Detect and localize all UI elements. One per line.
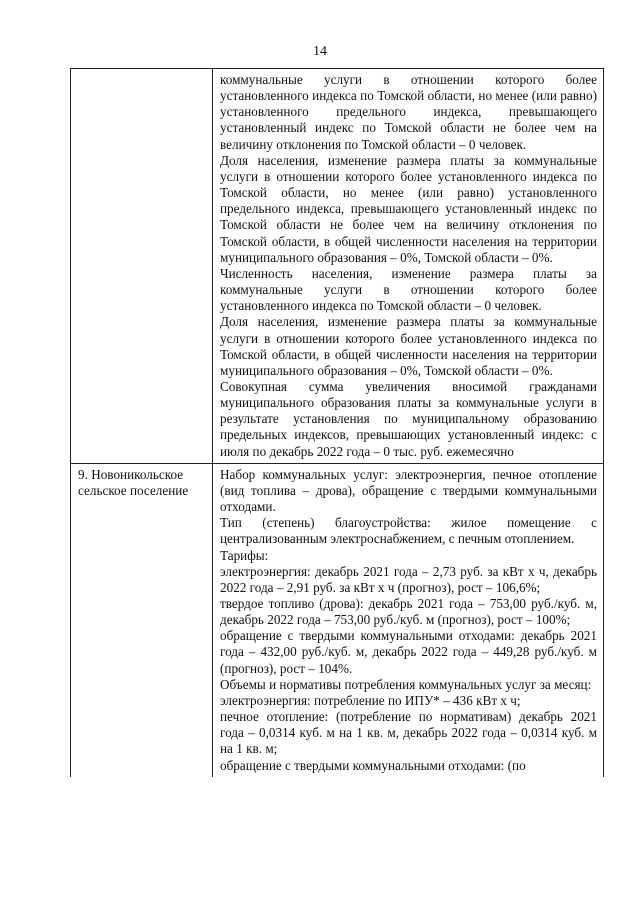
page-number: 14 [313, 44, 327, 59]
paragraph: печное отопление: (потребление по нормативам) декабрь 2021 года – 0,0314 куб. м на 1 кв. м, декабрь 2022 года – 0,0314 куб. м на 1 кв. м; [220, 709, 597, 757]
paragraph: обращение с твердыми коммунальными отходами: декабрь 2021 года – 432,00 руб./куб. м, декабрь 2022 года – 449,28 руб./куб. м (прогноз), рост – 104%. [220, 628, 597, 676]
paragraph: Тип (степень) благоустройства: жилое помещение с централизованным электроснабжением, с печным отоплением. [220, 515, 597, 547]
table-row [71, 463, 604, 776]
paragraph: Тарифы: [220, 547, 269, 563]
table-row [71, 69, 604, 464]
paragraph: Совокупная сумма увеличения вносимой гражданами муниципального образования платы за коммунальные услуги в результате установления по муниципальному образованию предельных индексов, превышающих установленный индекс: с июля по декабрь 2022 года – 0 тыс. руб. ежемесячно [220, 378, 597, 459]
paragraph: электроэнергия: декабрь 2021 года – 2,73 руб. за кВт х ч, декабрь 2022 года – 2,91 руб. за кВт х ч (прогноз), рост – 106,6%; [220, 563, 597, 595]
paragraph: твердое топливо (дрова): декабрь 2021 года – 753,00 руб./куб. м, декабрь 2022 года – 753,00 руб./куб. м (прогноз), рост – 100%; [220, 596, 597, 628]
description-cell [213, 463, 604, 776]
paragraph: Объемы и нормативы потребления коммунальных услуг за месяц: [220, 676, 592, 692]
description-cell [213, 69, 604, 464]
municipality-cell: 9. Новоникольское сельское поселение [71, 463, 213, 776]
summary-table [70, 68, 604, 777]
paragraph: Численность населения, изменение размера платы за коммунальные услуги в отношении которого более установленного индекса по Томской области – 0 человек. [220, 265, 597, 314]
paragraph: Доля населения, изменение размера платы за коммунальные услуги в отношении которого более установленного индекса по Томской области, в общей численности населения на территории муниципального образования – 0%, Томской области – 0%. [220, 314, 597, 378]
paragraph: коммунальные услуги в отношении которого более установленного индекса по Томской области, но менее (или равно) установленного предельного индекса, превышающего установленный индекс по Томской области не более чем на величину отклонения по Томской области – 0 человек. [220, 72, 597, 152]
municipality-cell [71, 69, 213, 464]
paragraph: Доля населения, изменение размера платы за коммунальные услуги в отношении которого более установленного индекса по Томской области, но менее (или равно) установленного предельного индекса, превышающего установленный индекс по Томской области не более чем на величину отклонения по Томской области, в общей численности населения на территории муниципального образования – 0%, Томской области – 0%. [220, 152, 597, 265]
paragraph: электроэнергия: потребление по ИПУ* – 436 кВт х ч; [220, 692, 521, 708]
paragraph: обращение с твердыми коммунальными отходами: (по [220, 757, 526, 773]
paragraph: Набор коммунальных услуг: электроэнергия, печное отопление (вид топлива – дрова), обращение с твердыми коммунальными отходами. [220, 466, 597, 515]
